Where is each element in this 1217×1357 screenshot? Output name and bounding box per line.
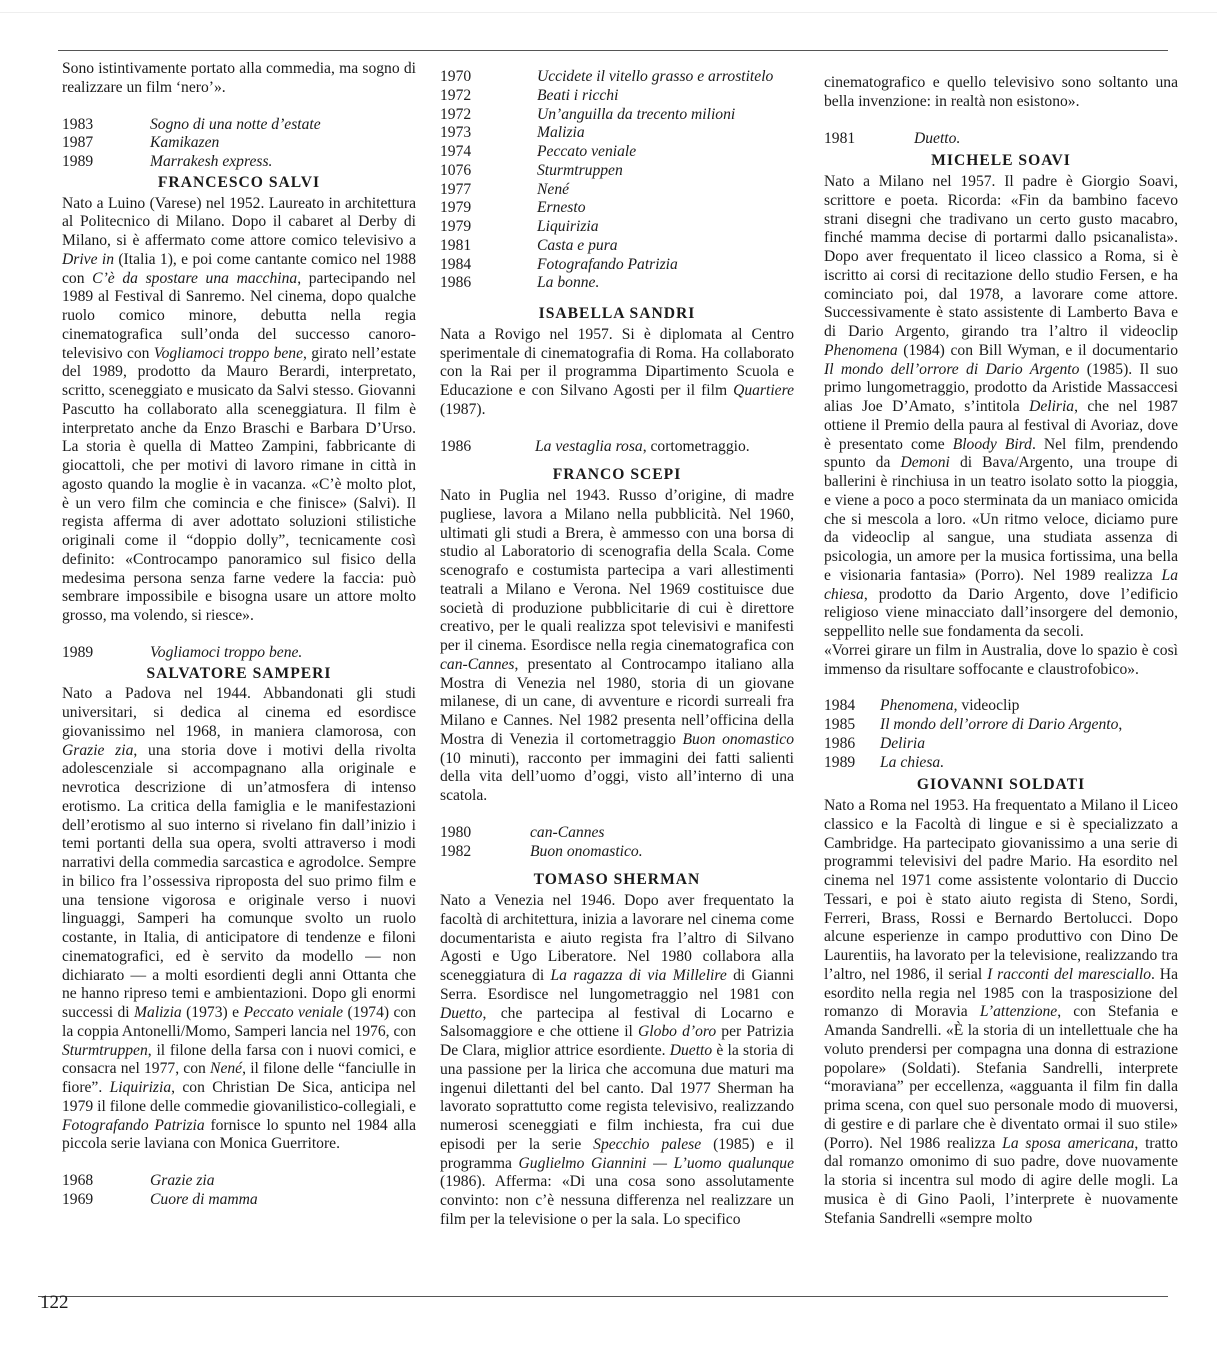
column-1 [62,60,416,1210]
soavi-quote: «Vorrei girare un film in Australia, dove lo spazio è così immenso da risultare soffocante e claustrofobico». [824,641,1178,678]
filmography-row: 1987 Kamikazen [62,134,220,152]
filmography-row: 1986 La vestaglia rosa, cortometraggio. [440,437,750,455]
filmography-row: 1981 Casta e pura [440,236,618,254]
bio-sandri: Nata a Rovigo nel 1957. Si è diplomata al Centro sperimentale di cinematografia di Roma. Ha collaborato con la Rai per il programma Dipartimento Scuola e Educazione e con Silvano Agosti per il film Quartiere (1987). [440,325,794,418]
filmography-row: 1989 La chiesa. [824,753,945,771]
filmography-row: 1972 Beati i ricchi [440,86,619,104]
filmography-row: 1973 Malizia [440,124,585,142]
bio-salvi: Nato a Luino (Varese) nel 1952. Laureato in architettura al Politecnico di Milano. Dopo il cabaret al Derby di Milano, si è affermato come attore comico televisivo a Drive in (Italia 1), e poi come cantante comico nel 1988 con C’è da spostare una macchina, partecipando nel 1989 al Festival di Sanremo. Nel cinema, dopo qualche ruolo comico minore, debutta nella regia cinematografica sull’onda del successo canoro-televisivo con Vogliamoci troppo bene, girato nell’estate del 1989, prodotto da Mauro Berardi, interpretato, scritto, sceneggiato e musicato da Salvi stesso. Giovanni Pascutto ha collaborato alla sceneggiatura. Il film è interpretato anche da Enzo Braschi e Barbara D’Urso. La storia è quella di Matteo Zampini, fabbricante di giocattoli, che per motivi di lavoro rimane in città in agosto quando la moglie è in vacanza. «C’è molto plot, è un vero film che comincia e che finisce» (Salvi). Il regista afferma di aver adottato soluzioni stilistiche originali come il “doppio dolly”, tecnicamente così definito: «Controcampo panoramico sul fisico della medesima persona senza farne vedere la faccia: può sembrare impossibile e bisogna usare un attore molto grosso, ma volendo, si riesce». [62,194,416,624]
intro-text: Sono istintivamente portato alla commedia, ma sogno di realizzare un film ‘nero’». [62,60,416,96]
filmography-row: 1980 can-Cannes [440,823,605,841]
filmography-row: 1985 Il mondo dell’orrore di Dario Argento, [824,716,1123,733]
filmography-samperi-start [62,1172,416,1210]
heading-franco-scepi: FRANCO SCEPI [552,466,682,484]
filmography-row: 1970 Uccidete il vitello grasso e arrostitelo [440,68,774,85]
bio-sherman: Nato a Venezia nel 1946. Dopo aver frequentato la facoltà di architettura, inizia a lavorare nel cinema come documentarista e aiuto regista fra l’altro di Silvano Agosti e Ugo Liberatore. Nel 1980 collabora alla sceneggiatura di La ragazza di via Millelire di Gianni Serra. Esordisce nel lungometraggio nel 1981 con Duetto, che partecipa al festival di Locarno e Salsomaggiore e che ottiene il Globo d’oro per Patrizia De Clara, miglior attrice esordiente. Duetto è la storia di una passione per la lirica che accomuna due maturi ma ingenui dilettanti del bel canto. Dal 1977 Sherman ha lavorato soprattutto come regista televisivo, realizzando numerosi sceneggiati e film inchiesta, fra cui due episodi per la serie Specchio palese (1985) e il programma Guglielmo Giannini — L’uomo qualunque (1986). Afferma: «Di una cosa sono assolutamente convinto: non c’è nessuna differenza nel realizzare un film per la televisione o per la sala. Lo specifico [440,892,795,1228]
filmography-row: 1989 Vogliamoci troppo bene. [62,643,303,661]
filmography-row: 1972 Un’anguilla da trecento milioni [440,105,736,123]
top-rule [58,50,1168,51]
filmography-samperi-cont [440,68,794,293]
filmography-row: 1984 Fotografando Patrizia [440,255,678,273]
heading-francesco-salvi: FRANCESCO SALVI [157,173,321,191]
heading-salvatore-samperi: SALVATORE SAMPERI [146,664,332,682]
filmography-row: 1982 Buon onomastico. [440,842,643,860]
heading-isabella-sandri: ISABELLA SANDRI [538,305,696,322]
filmography-row: 1076 Sturmtruppen [440,161,623,179]
bio-soavi: Nato a Milano nel 1957. Il padre è Giorgio Soavi, scrittore e poeta. Ricorda: «Fin da bambino facevo strani disegni che tradivano un certo gusto macabro, finché mamma decise di portarmi dallo psicanalista». Dopo aver frequentato il liceo classico a Roma, si è iscritto ai corsi di recitazione dello studio Fersen, e ha cominciato poi, dal 1978, a lavorare come attore. Successivamente è stato assistente di Lamberto Bava e di Dario Argento, girando tra l’altro il videoclip Phenomena (1984) con Bill Wyman, e il documentario Il mondo dell’orrore di Dario Argento (1985). Il suo primo lungometraggio, prodotto da Aristide Massaccesi alias Joe D’Amato, s’intitola Deliria, che nel 1987 ottiene il Premio della paura al festival di Avoriaz, dove è presentato come Bloody Bird. Nel film, prendendo spunto da Demoni di Bava/Argento, una troupe di ballerini è rinchiusa in un teatro isolato sotto la pioggia, e viene a poco a poco sterminata da un maniaco omicida che si mescola a loro. «Un ritmo veloce, diciamo pure da videoclip al sangue, una studiata assenza di psicologia, un amore per la musica fortissima, una bella e visionaria fantasia» (Porro). Nel 1989 realizza La chiesa, prodotto da Dario Argento, dove l’edificio religioso viene minacciato dall’insorgere del demonio, seppellito nelle sue fondamenta da secoli. [824,173,1179,640]
filmography-salvi [62,644,416,663]
bio-samperi: Nato a Padova nel 1944. Abbandonati gli studi universitari, si dedica al cinema ed esordisce giovanissimo nel 1968, in maniera clamorosa, con Grazie zia, una storia dove i motivi della rivolta adolescenziale si accompagnano alla originale e nevrotica descrizione di un’atmosfera di intenso erotismo. La critica della famiglia e le manifestazioni dell’erotismo al suo interno si rivelano fin dall’inizio i temi portanti della sua opera, svolti attraverso i modi narrativi della commedia sarcastica e agrodolce. Sempre in bilico fra l’ossessiva riproposta del suo primo film e una tensione vigorosa e originale verso i nuovi linguaggi, Samperi ha comunque svolto un ruolo costante, in Italia, di anticipatore di tendenze e filoni cinematografici, ed è servito da modello — non dichiarato — a molti esordienti degli anni Ottanta che ne hanno ripreso temi e ambientazioni. Dopo gli enormi successi di Malizia (1973) e Peccato veniale (1974) con la coppia Antonelli/Momo, Samperi lancia nel 1976, con Sturmtruppen, il filone della farsa con i nuovi comici, e consacra nel 1977, con Nené, il filone delle “fanciulle in fiore”. Liquirizia, con Christian De Sica, anticipa nel 1979 il filone delle commedie giovanilistico-collegiali, e Fotografando Patrizia fornisce lo spunto nel 1984 alla piccola serie laviana con Monica Guerritore. [62,685,417,1153]
filmography-row: 1977 Nené [440,180,570,198]
filmography-row: 1981 Duetto. [824,129,961,147]
heading-michele-soavi: MICHELE SOAVI [931,152,1071,170]
filmography-row: 1986 La bonne. [440,274,600,292]
filmography-scepi [440,824,794,862]
filmography-row: 1979 Ernesto [440,199,586,217]
filmography-row: 1968 Grazie zia [62,1172,215,1189]
filmography-row: 1986 Deliria [824,734,926,752]
filmography-soavi [824,697,1178,772]
filmography-row: 1974 Peccato veniale [440,143,637,160]
page-number: 122 [40,1292,69,1313]
filmography-row: 1969 Cuore di mamma [62,1190,258,1208]
bottom-rule [38,1296,1168,1297]
sherman-continuation: cinematografico e quello televisivo sono soltanto una bella invenzione: in realtà non esistono». [824,74,1178,110]
column-3 [824,74,1178,1228]
scan-artifact-line [0,12,1217,13]
filmography-row: 1984 Phenomena, videoclip [824,697,1020,715]
heading-giovanni-soldati: GIOVANNI SOLDATI [916,776,1086,794]
filmography-row: 1989 Marrakesh express. [62,153,273,170]
heading-tomaso-sherman: TOMASO SHERMAN [533,871,701,889]
filmography-row: 1983 Sogno di una notte d’estate [62,115,321,133]
filmography-sherman [824,130,1178,149]
filmography-pre-salvi [62,116,416,172]
bio-soldati: Nato a Roma nel 1953. Ha frequentato a Milano il Liceo classico e la Facoltà di lingue e si è specializzato a Cambridge. Ha partecipato giovanissimo a una serie di programmi televisivi del padre Mario. Ha esordito nel cinema nel 1971 come assistente volontario di Duccio Tessari, e poi è stato aiuto regista di Steno, Sordi, Ferreri, Brass, Rossi e Bernardo Bertolucci. Dopo alcune esperienze in campo produttivo con Dino De Laurentiis, ha lavorato per la televisione, realizzando tra l’altro, nel 1986, il serial I racconti del maresciallo. Ha esordito nella regia nel 1985 con la trasposizione del romanzo di Moravia L’attenzione, con Stefania e Amanda Sandrelli. «È la storia di un intellettuale che ha voluto prendersi per compagna una donna di estrazione popolare» (Soldati). Stefania Sandrelli, interprete “moraviana” per eccellenza, «agguanta il film fin dalla prima scena, con quel suo personale modo di muoversi, di gestire e di parlare che è diventato ormai il suo stile» (Porro). Nel 1986 realizza La sposa americana, tratto dal romanzo omonimo di suo padre, dove nuovamente la storia si incentra sul modo di agire delle mogli. La musica è di Gino Paoli, l’interprete è nuovamente Stefania Sandrelli «sempre molto [824,797,1178,1227]
bio-scepi: Nato in Puglia nel 1943. Russo d’origine, di madre pugliese, lavora a Milano nella pubblicità. Nel 1960, ultimati gli studi a Brera, è ammesso con una borsa di studio al Laboratorio di scenografia della Scala. Come scenografo e costumista partecipa a vari allestimenti teatrali a Milano e Verona. Nel 1969 costituisce due società di produzione pubblicitarie di cui è direttore creativo, per le quali realizza spot televisivi e manifesti per il cinema. Esordisce nella regia cinematografica con can-Cannes, presentato al Controcampo italiano alla Mostra di Venezia nel 1980, storia di un giovane milanese, di un cane, di avventure e ricordi surreali fra Milano e Cannes. Nel 1982 presenta nell’officina della Mostra di Venezia il cortometraggio Buon onomastico (10 minuti), racconto per immagini dei fatti salienti della vita dell’uomo d’oggi, visto all’interno di una scatola. [440,487,794,804]
filmography-row: 1979 Liquirizia [440,218,599,235]
filmography-sandri [440,438,794,457]
column-2 [440,68,794,1230]
